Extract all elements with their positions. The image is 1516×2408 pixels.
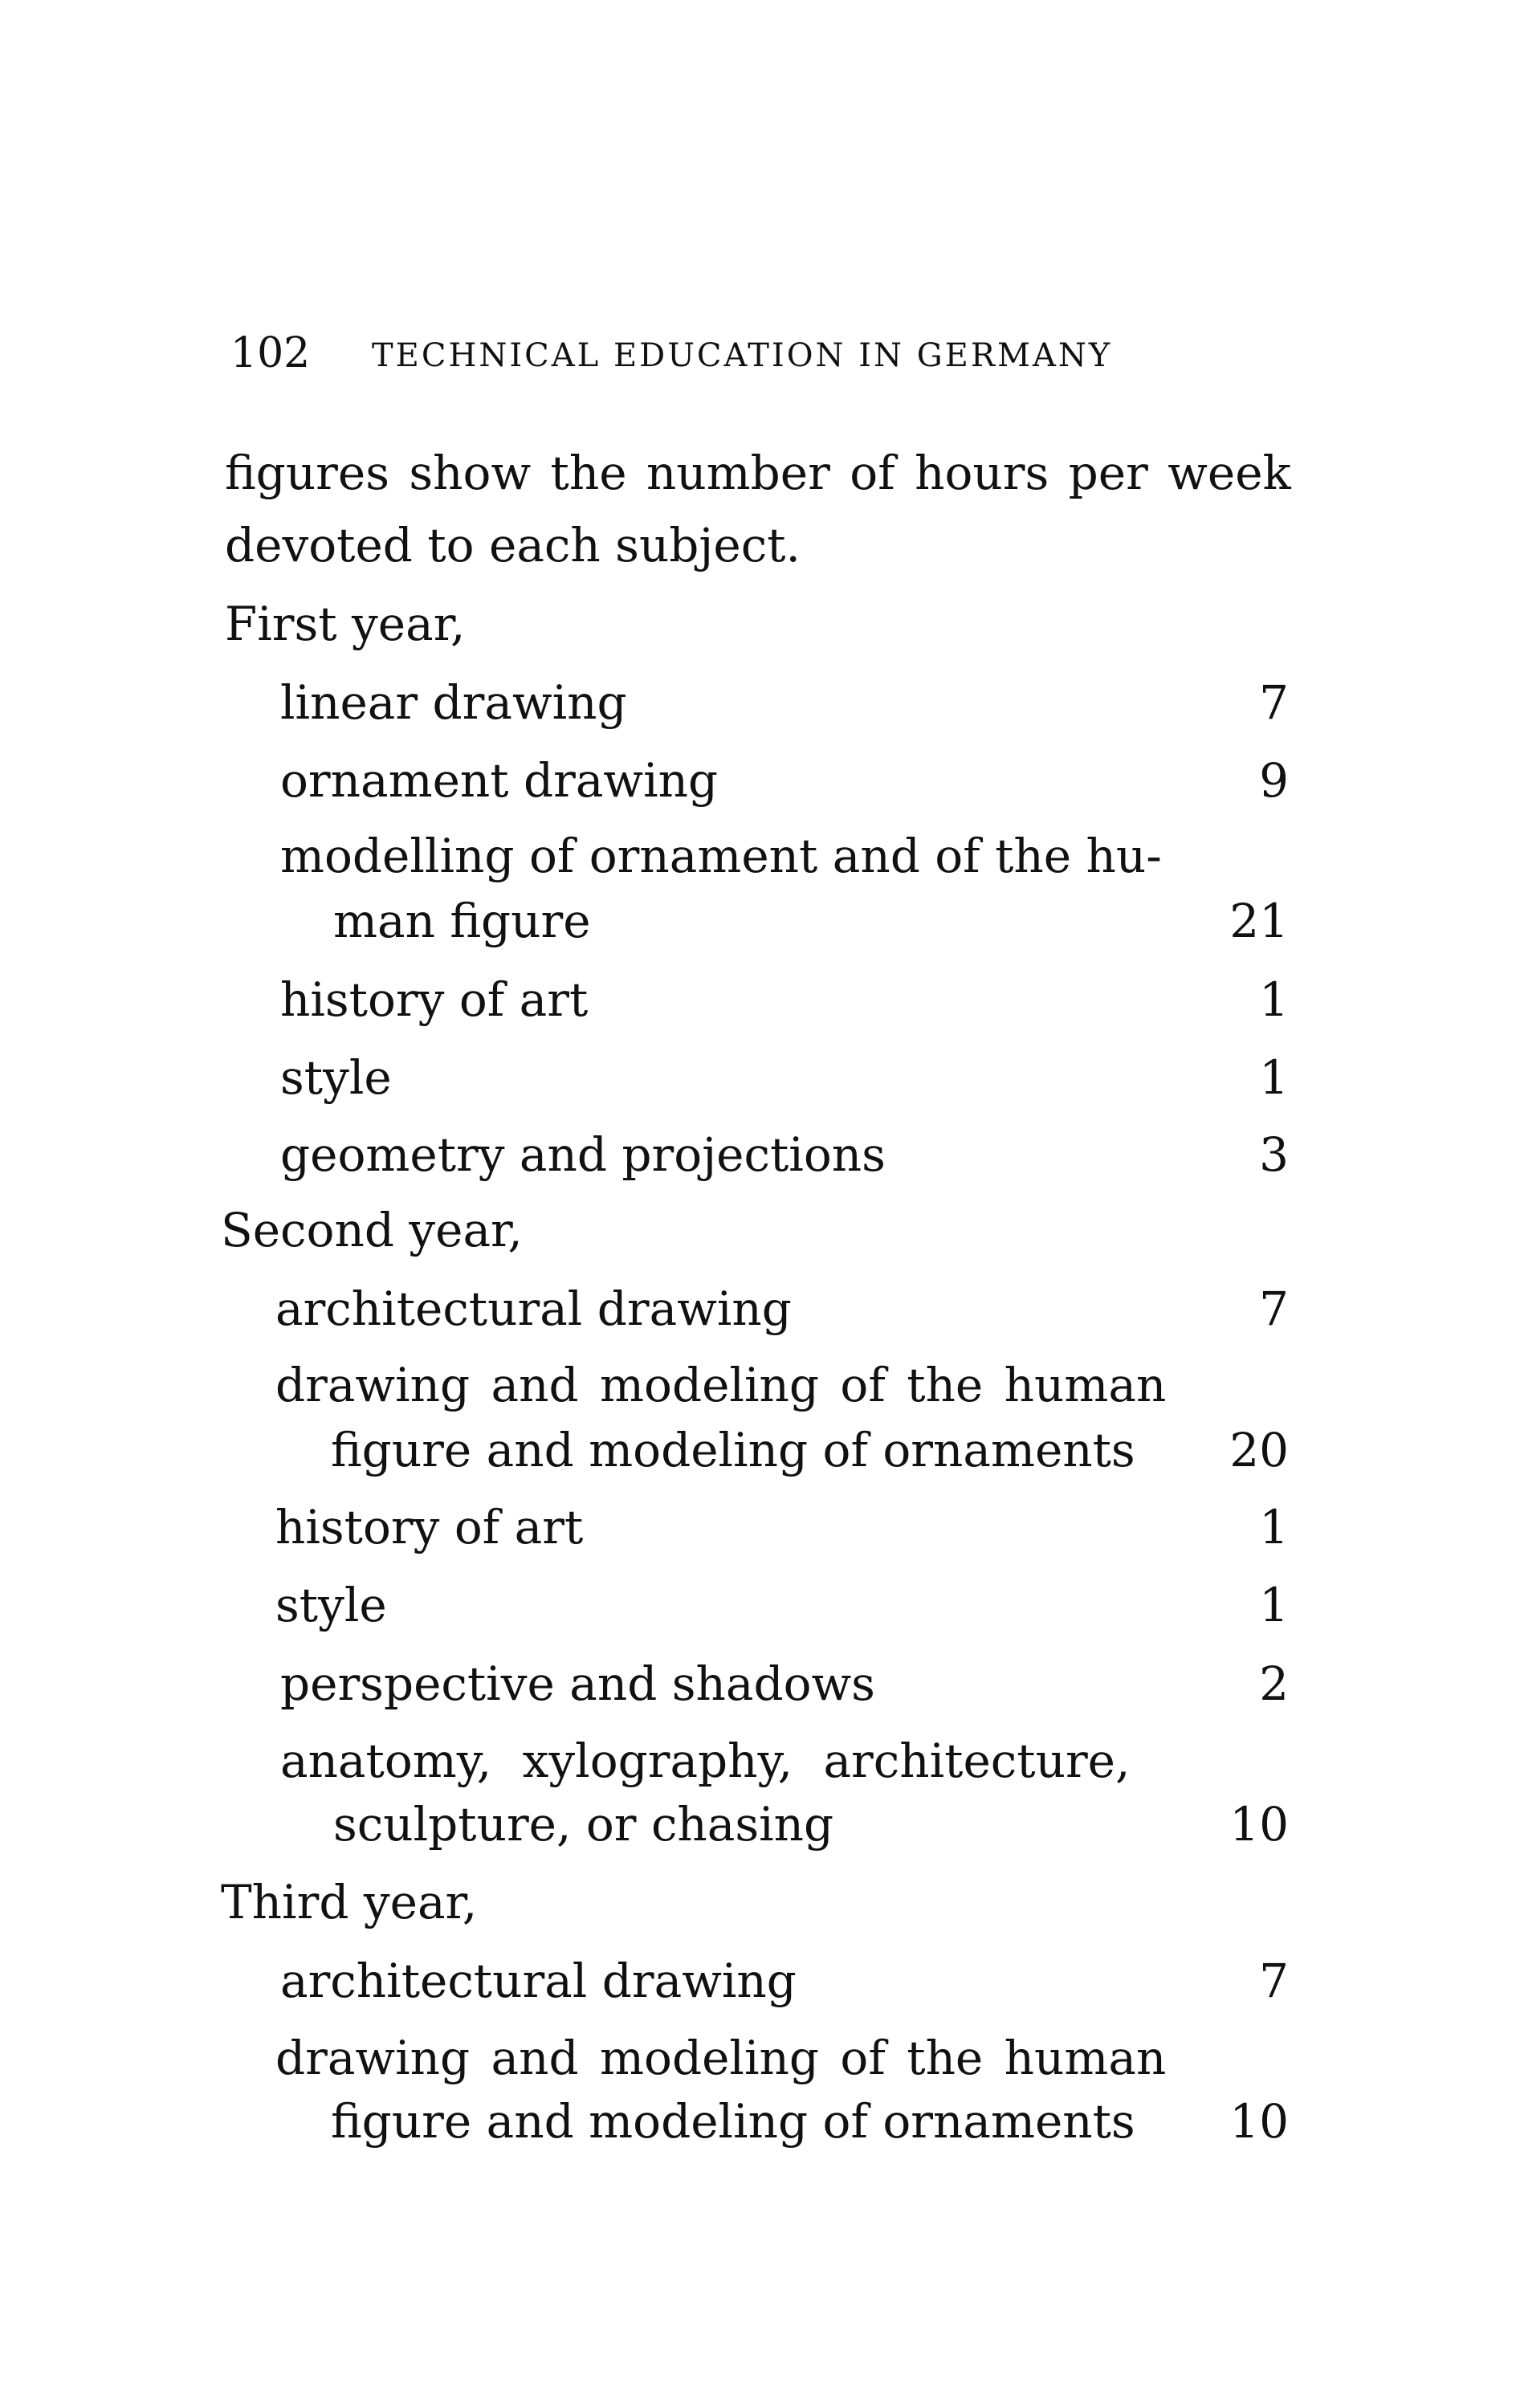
section-heading: Second year, bbox=[221, 1203, 523, 1257]
hours-value: 20 bbox=[1229, 1423, 1289, 1477]
hours-value: 9 bbox=[1259, 753, 1289, 808]
hours-value: 1 bbox=[1259, 972, 1289, 1027]
list-item: geometry and projections bbox=[280, 1127, 886, 1182]
list-item-continuation: figure and modeling of ornaments bbox=[331, 2094, 1135, 2149]
hours-value: 10 bbox=[1229, 1797, 1289, 1852]
list-item: architectural drawing bbox=[275, 1281, 792, 1336]
hours-value: 10 bbox=[1229, 2094, 1289, 2149]
list-item-continuation: sculpture, or chasing bbox=[333, 1797, 834, 1852]
body-text-line: figures show the number of hours per week bbox=[225, 446, 1291, 500]
hours-value: 7 bbox=[1259, 1954, 1289, 2008]
hours-value: 21 bbox=[1229, 894, 1289, 948]
hours-value: 1 bbox=[1259, 1578, 1289, 1632]
list-item: history of art bbox=[275, 1500, 584, 1554]
list-item-continuation: man figure bbox=[333, 894, 591, 948]
page-number: 102 bbox=[230, 329, 311, 377]
list-item: drawing and modeling of the human bbox=[275, 2031, 1167, 2085]
hours-value: 7 bbox=[1259, 675, 1289, 730]
section-heading: Third year, bbox=[221, 1875, 478, 1929]
list-item: style bbox=[275, 1578, 387, 1632]
body-text-line: devoted to each subject. bbox=[225, 518, 801, 572]
list-item: perspective and shadows bbox=[280, 1656, 875, 1711]
hours-value: 1 bbox=[1259, 1500, 1289, 1554]
list-item: modelling of ornament and of the hu- bbox=[280, 829, 1162, 883]
hours-value: 3 bbox=[1259, 1127, 1289, 1182]
hours-value: 7 bbox=[1259, 1281, 1289, 1336]
running-title: TECHNICAL EDUCATION IN GERMANY bbox=[372, 337, 1113, 374]
list-item: ornament drawing bbox=[280, 753, 719, 808]
list-item: linear drawing bbox=[280, 675, 627, 730]
list-item: anatomy, xylography, architecture, bbox=[280, 1734, 1131, 1788]
list-item: architectural drawing bbox=[280, 1954, 797, 2008]
list-item: drawing and modeling of the human bbox=[275, 1358, 1167, 1412]
hours-value: 1 bbox=[1259, 1050, 1289, 1105]
list-item: style bbox=[280, 1050, 392, 1105]
list-item: history of art bbox=[280, 972, 589, 1027]
list-item-continuation: figure and modeling of ornaments bbox=[331, 1423, 1135, 1477]
hours-value: 2 bbox=[1259, 1656, 1289, 1711]
section-heading: First year, bbox=[225, 597, 466, 651]
